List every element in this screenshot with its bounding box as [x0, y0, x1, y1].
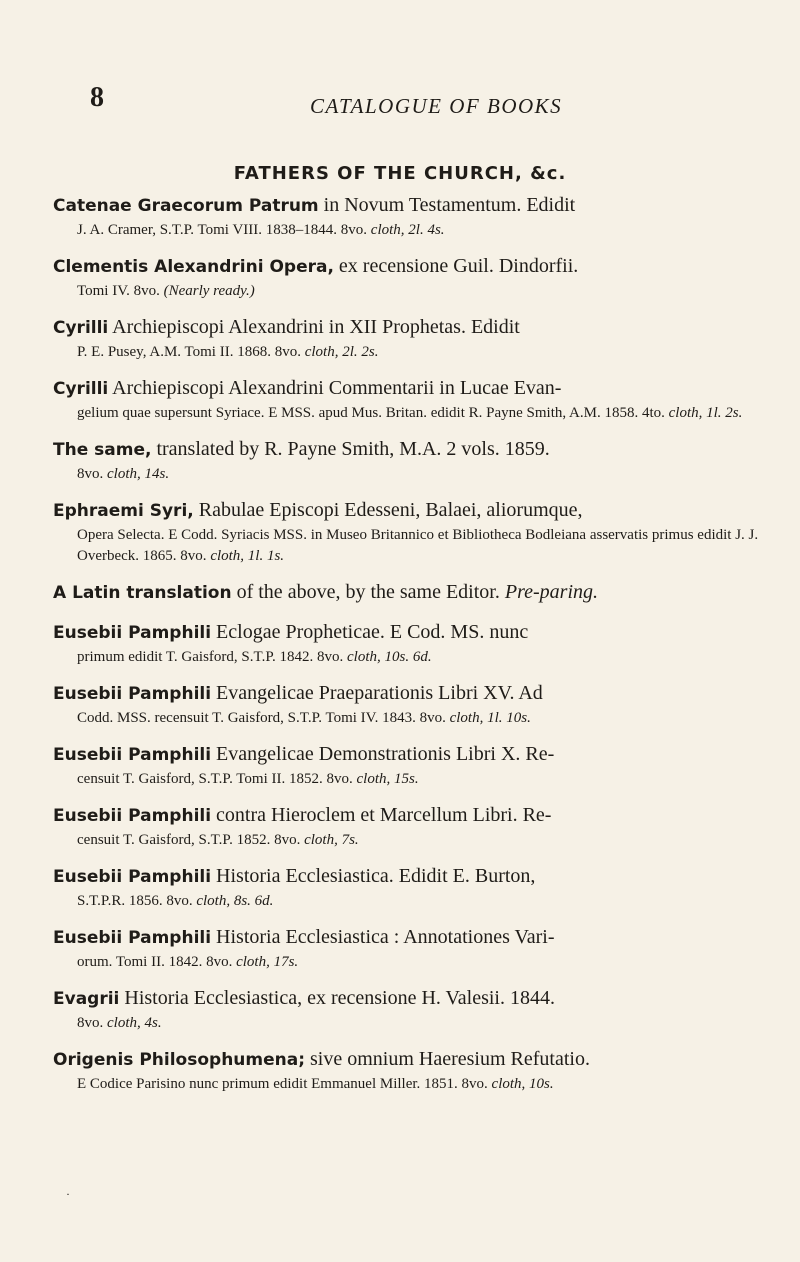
entry-binding: cloth, 2l. 4s. — [370, 222, 445, 238]
entry-details: primum edidit T. Gaisford, S.T.P. 1842. 8vo. — [77, 649, 344, 665]
catalogue-entry — [53, 497, 773, 567]
catalogue-entry — [53, 863, 773, 912]
entry-binding: cloth, 17s. — [236, 954, 299, 970]
catalogue-entry — [53, 741, 773, 790]
entry-binding: cloth, 4s. — [107, 1015, 162, 1031]
entry-details: 8vo. — [77, 1015, 104, 1031]
entry-details: J. A. Cramer, S.T.P. Tomi VIII. 1838–1844. 8vo. — [77, 222, 368, 238]
entry-name: A Latin translation — [53, 583, 232, 603]
entry-binding: cloth, 10s. — [491, 1076, 554, 1092]
entry-binding: cloth, 10s. 6d. — [347, 649, 432, 665]
entry-title: Archiepiscopi Alexandrini Commentarii in Lucae Evan- — [108, 377, 562, 399]
entry-binding: (Nearly ready.) — [163, 283, 255, 299]
entry-details: Opera Selecta. E Codd. Syriacis MSS. in Museo Britannico et Bibliotheca Bodleiana asservatis primus edidit J. J. Overbeck. 1865. 8vo. — [77, 527, 759, 564]
entry-name: The same, — [53, 440, 152, 460]
entry-name: Cyrilli — [53, 379, 109, 399]
running-title: CATALOGUE OF BOOKS — [310, 94, 563, 118]
entry-title: Historia Ecclesiastica : Annotationes Vari- — [211, 926, 555, 948]
entry-details: gelium quae supersunt Syriace. E MSS. apud Mus. Britan. edidit R. Payne Smith, A.M. 1858. 4to. — [77, 405, 665, 421]
entry-name: Ephraemi Syri, — [53, 501, 194, 521]
entry-title: of the above, by the same Editor. — [231, 581, 500, 603]
entry-name: Eusebii Pamphili — [53, 867, 212, 887]
entry-binding: cloth, 15s. — [356, 771, 419, 787]
entry-details: orum. Tomi II. 1842. 8vo. — [77, 954, 233, 970]
entry-name: Cyrilli — [53, 318, 109, 338]
catalogue-entry — [53, 985, 773, 1034]
catalogue-entry — [53, 680, 773, 729]
entry-binding: cloth, 2l. 2s. — [304, 344, 379, 360]
entry-details: P. E. Pusey, A.M. Tomi II. 1868. 8vo. — [77, 344, 301, 360]
entry-title: Evangelicae Demonstrationis Libri X. Re- — [211, 743, 555, 765]
entry-binding: cloth, 7s. — [304, 832, 359, 848]
entry-name: Clementis Alexandrini Opera, — [53, 257, 334, 277]
entry-name: Eusebii Pamphili — [53, 684, 212, 704]
entry-binding: cloth, 14s. — [107, 466, 170, 482]
catalogue-entry — [53, 619, 773, 668]
entry-title: Historia Ecclesiastica. Edidit E. Burton, — [211, 865, 536, 887]
page-number: 8 — [90, 82, 104, 113]
entry-name: Eusebii Pamphili — [53, 745, 212, 765]
entry-name: Origenis Philosophumena; — [53, 1050, 306, 1070]
entry-title: Rabulae Episcopi Edesseni, Balaei, aliorumque, — [193, 499, 583, 521]
entry-name: Eusebii Pamphili — [53, 623, 212, 643]
catalogue-entry — [53, 253, 773, 302]
entry-name: Eusebii Pamphili — [53, 806, 212, 826]
entry-details: S.T.P.R. 1856. 8vo. — [77, 893, 193, 909]
entry-title: ex recensione Guil. Dindorfii. — [333, 255, 579, 277]
section-title: FATHERS OF THE CHURCH, &c. — [233, 163, 567, 184]
entry-name: Evagrii — [53, 989, 120, 1009]
catalogue-entry — [53, 375, 773, 424]
entry-title: Evangelicae Praeparationis Libri XV. Ad — [211, 682, 543, 704]
entry-details: censuit T. Gaisford, S.T.P. Tomi II. 1852. 8vo. — [77, 771, 353, 787]
entry-details: E Codice Parisino nunc primum edidit Emmanuel Miller. 1851. 8vo. — [77, 1076, 488, 1092]
catalogue-entry — [53, 924, 773, 973]
entry-details: 8vo. — [77, 466, 104, 482]
print-speck: · — [66, 1187, 70, 1201]
entry-title: Archiepiscopi Alexandrini in XII Prophetas. Edidit — [108, 316, 520, 338]
entry-list — [53, 192, 773, 1107]
entry-title: Eclogae Propheticae. E Cod. MS. nunc — [211, 621, 529, 643]
catalogue-entry — [53, 802, 773, 851]
entry-details: censuit T. Gaisford, S.T.P. 1852. 8vo. — [77, 832, 301, 848]
catalogue-entry — [53, 579, 773, 607]
entry-name: Catenae Graecorum Patrum — [53, 196, 319, 216]
entry-title: contra Hieroclem et Marcellum Libri. Re- — [211, 804, 552, 826]
entry-binding: cloth, 1l. 10s. — [449, 710, 531, 726]
page-header — [0, 82, 800, 130]
entry-title: translated by R. Payne Smith, M.A. 2 vols. 1859. — [151, 438, 550, 460]
entry-binding: cloth, 1l. 2s. — [668, 405, 743, 421]
catalogue-entry — [53, 314, 773, 363]
entry-title: Historia Ecclesiastica, ex recensione H. Valesii. 1844. — [119, 987, 555, 1009]
catalogue-entry — [53, 192, 773, 241]
catalogue-entry — [53, 1046, 773, 1095]
entry-name: Eusebii Pamphili — [53, 928, 212, 948]
entry-title: in Novum Testamentum. Edidit — [318, 194, 576, 216]
entry-title: sive omnium Haeresium Refutatio. — [305, 1048, 590, 1070]
entry-details: Codd. MSS. recensuit T. Gaisford, S.T.P. Tomi IV. 1843. 8vo. — [77, 710, 446, 726]
entry-binding: cloth, 1l. 1s. — [210, 548, 285, 564]
entry-details: Tomi IV. 8vo. — [77, 283, 160, 299]
entry-status: Pre-paring. — [504, 581, 598, 603]
catalogue-entry — [53, 436, 773, 485]
entry-binding: cloth, 8s. 6d. — [196, 893, 274, 909]
